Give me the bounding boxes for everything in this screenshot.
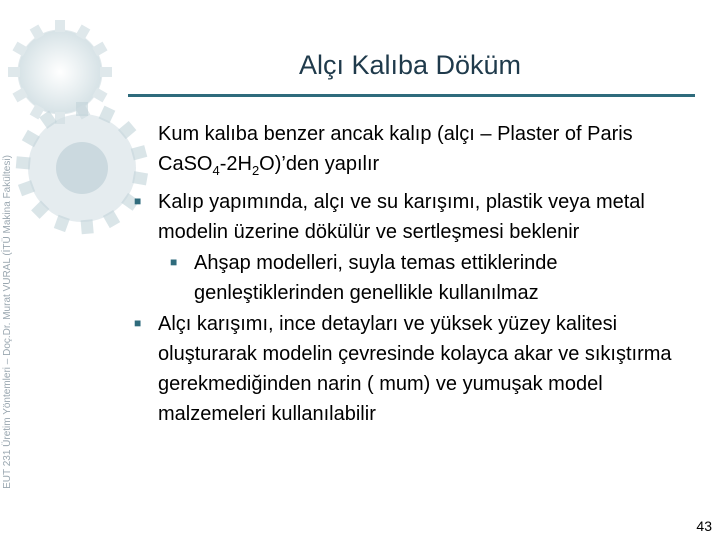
slide-body [134,119,704,429]
square-bullet-icon: ■ [134,316,142,330]
list-item [134,186,704,247]
list-item: Kum kalıba benzer ancak kalıp (alçı – Plaster of Paris $CaSO_4‑2H_2O)’den$ yapılır [158,123,633,178]
gear-decoration [0,0,150,300]
list-item-text: Kum kalıba benzer ancak kalıp (alçı – Plaster of Paris CaSO [158,123,633,175]
list-item-text: Ahşap modelleri, suyla temas ettiklerinde genleştiklerinden genellikle kullanılmaz [194,252,558,304]
gear-icon [16,102,148,234]
list-item-text: Alçı karışımı, ince detayları ve yüksek yüzey kalitesi oluşturarak modelin çevresinde kolayca akar ve sıkıştırma gerekmediğinden narin ( mum) ve yumuşak model malzemeleri kullanılabilir [158,313,672,425]
square-bullet-icon: ■ [170,255,178,269]
list-item [134,308,704,429]
list-item [134,247,704,308]
slide-title: Alçı Kalıba Döküm [298,50,522,80]
title-underline [128,94,695,97]
side-footer-text: EUT 231 Üretim Yöntemleri – Doç.Dr. Murat VURAL (İTÜ Makina Fakültesi) [2,155,13,489]
page-number: 43 [696,518,712,534]
list-item-text: Kalıp yapımında, alçı ve su karışımı, plastik veya metal modelin üzerine dökülür ve sertleşmesi beklenir [158,191,645,243]
gear-icon [8,20,112,124]
square-bullet-icon: ■ [134,194,142,208]
